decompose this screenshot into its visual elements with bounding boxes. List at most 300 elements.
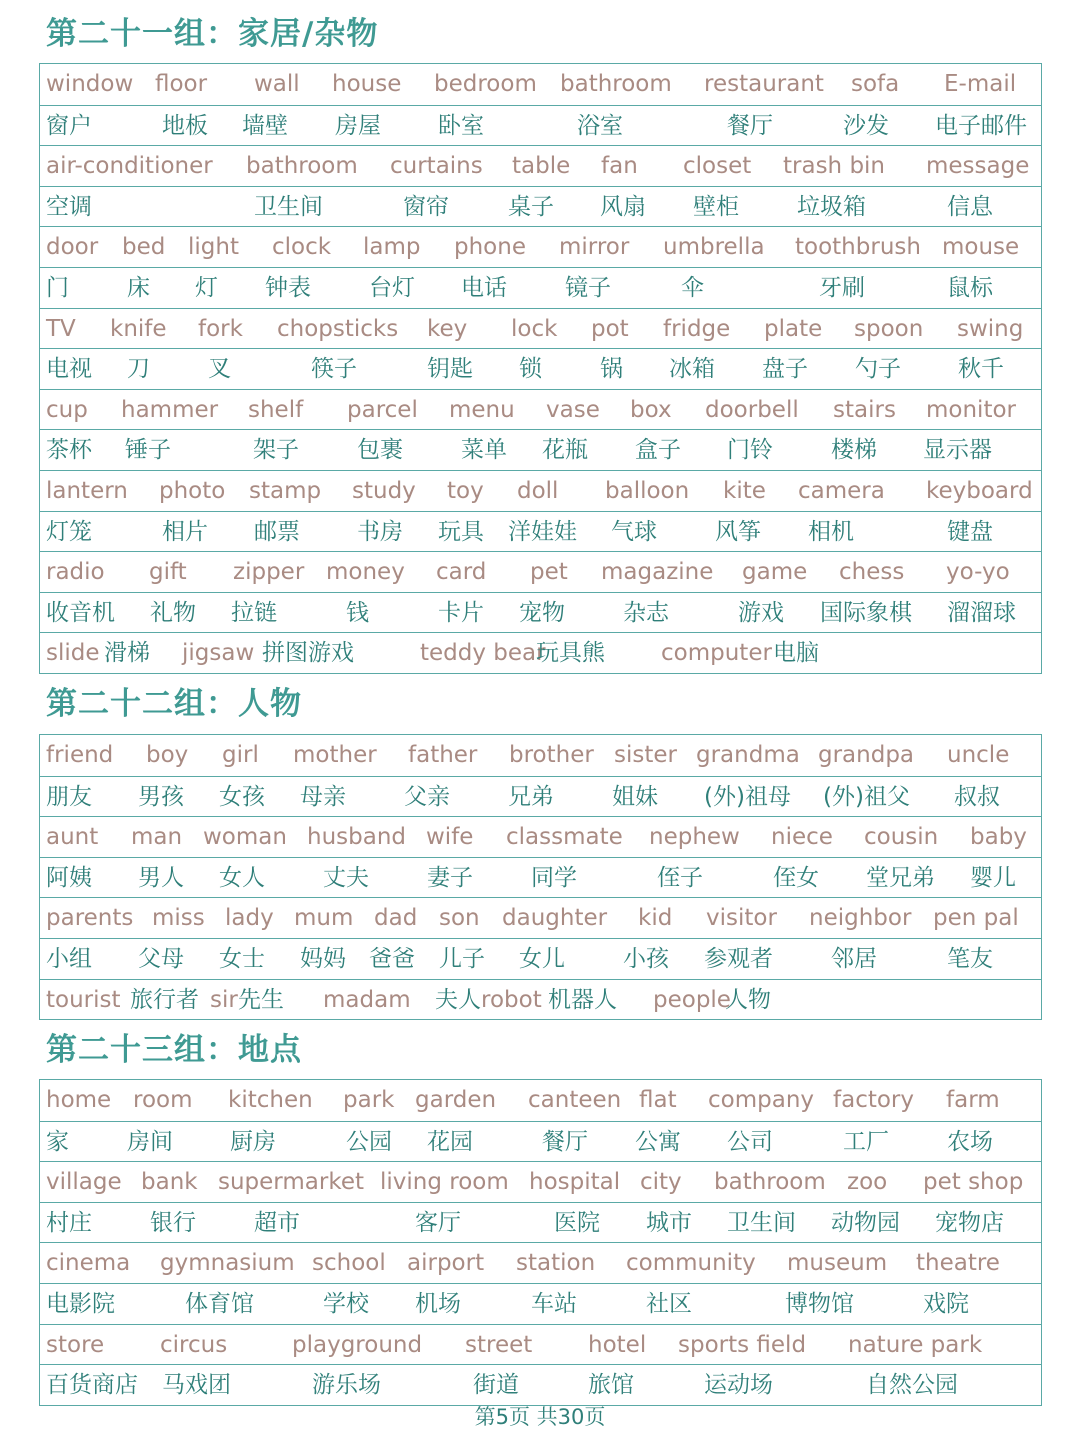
- chinese-word: 架子: [253, 437, 299, 464]
- chinese-word: 邻居: [831, 945, 877, 972]
- chinese-word: 门铃: [727, 437, 773, 464]
- english-word: mum: [294, 905, 354, 932]
- chinese-word: 风扇: [600, 193, 646, 220]
- english-word: friend: [46, 742, 114, 768]
- english-word: circus: [160, 1331, 228, 1358]
- chinese-word: (外)祖母: [704, 783, 791, 810]
- chinese-word: 拼图游戏: [262, 640, 354, 667]
- english-word: bed: [122, 234, 166, 261]
- english-row: [40, 64, 1041, 105]
- english-word: menu: [449, 396, 515, 423]
- english-word: dad: [374, 905, 418, 932]
- chinese-word: 堂兄弟: [866, 864, 935, 891]
- english-word: son: [439, 905, 480, 932]
- english-word: classmate: [506, 824, 623, 851]
- english-word: money: [326, 559, 405, 586]
- chinese-word: (外)祖父: [823, 783, 910, 810]
- english-word: home: [46, 1087, 112, 1113]
- chinese-word: 墙壁: [242, 112, 288, 139]
- chinese-word: 兄弟: [508, 783, 554, 810]
- chinese-word: 桌子: [508, 193, 554, 220]
- english-word: miss: [152, 905, 205, 932]
- chinese-word: 菜单: [461, 437, 507, 464]
- chinese-row: [40, 429, 1041, 470]
- chinese-word: 女人: [219, 864, 265, 891]
- english-word: brother: [509, 742, 594, 768]
- english-word: monitor: [926, 396, 1016, 423]
- english-row: [40, 1080, 1041, 1121]
- chinese-word: 公司: [727, 1128, 773, 1155]
- english-word: station: [516, 1250, 596, 1277]
- english-word: card: [436, 559, 487, 586]
- english-word: hospital: [529, 1169, 621, 1196]
- chinese-word: 博物馆: [785, 1290, 854, 1317]
- chinese-word: 滑梯: [104, 640, 150, 667]
- chinese-word: 农场: [947, 1128, 993, 1155]
- english-word: visitor: [706, 905, 777, 932]
- english-word: kitchen: [228, 1087, 313, 1113]
- chinese-word: 公寓: [635, 1128, 681, 1155]
- english-word: zipper: [233, 559, 305, 586]
- chinese-word: 小组: [46, 945, 92, 972]
- chinese-word: 妈妈: [300, 945, 346, 972]
- chinese-word: 宠物: [519, 599, 565, 626]
- chinese-word: 卫生间: [254, 193, 323, 220]
- chinese-word: 电子邮件: [935, 112, 1027, 139]
- chinese-word: 垃圾箱: [797, 193, 866, 220]
- chinese-word: 小孩: [623, 945, 669, 972]
- chinese-word: 伞: [681, 274, 704, 301]
- english-word: clock: [272, 234, 332, 261]
- english-row: [40, 145, 1041, 186]
- chinese-word: 银行: [150, 1209, 196, 1236]
- english-word: teddy bear: [420, 640, 546, 667]
- english-word: playground: [292, 1331, 423, 1358]
- english-word: flat: [639, 1087, 677, 1113]
- english-word: air-conditioner: [46, 153, 213, 180]
- english-word: canteen: [528, 1087, 622, 1113]
- chinese-word: 台灯: [369, 274, 415, 301]
- english-word: study: [352, 477, 416, 504]
- english-word: nature park: [848, 1331, 983, 1358]
- chinese-word: 男孩: [138, 783, 184, 810]
- chinese-word: 妻子: [427, 864, 473, 891]
- english-word: doorbell: [705, 396, 799, 423]
- chinese-word: 灯笼: [46, 518, 92, 545]
- chinese-row: [40, 105, 1041, 146]
- english-word: lock: [511, 315, 558, 342]
- chinese-word: 电视: [46, 356, 92, 383]
- english-word: window: [46, 71, 134, 97]
- english-word: tourist: [46, 986, 121, 1013]
- english-word: mother: [293, 742, 377, 768]
- chinese-word: 冰箱: [669, 356, 715, 383]
- chinese-word: 戏院: [923, 1290, 969, 1317]
- english-word: community: [626, 1250, 756, 1277]
- english-word: closet: [683, 153, 752, 180]
- chinese-word: 游乐场: [312, 1372, 381, 1399]
- chinese-word: 钱: [346, 599, 369, 626]
- chinese-word: 社区: [646, 1290, 692, 1317]
- chinese-word: 灯: [195, 274, 218, 301]
- english-row: [40, 816, 1041, 857]
- chinese-word: 参观者: [704, 945, 773, 972]
- chinese-word: 车站: [531, 1290, 577, 1317]
- chinese-word: 运动场: [704, 1372, 773, 1399]
- chinese-word: 男人: [138, 864, 184, 891]
- english-word: cinema: [46, 1250, 131, 1277]
- chinese-word: 阿姨: [46, 864, 92, 891]
- english-word: fork: [198, 315, 243, 342]
- chinese-word: 拉链: [231, 599, 277, 626]
- chinese-word: 婴儿: [970, 864, 1016, 891]
- chinese-word: 机器人: [548, 986, 617, 1013]
- chinese-word: 键盘: [947, 518, 993, 545]
- english-word: sofa: [851, 71, 900, 97]
- english-word: school: [312, 1250, 386, 1277]
- chinese-word: 房屋: [335, 112, 381, 139]
- chinese-word: 女孩: [219, 783, 265, 810]
- english-word: neighbor: [809, 905, 912, 932]
- english-word: supermarket: [218, 1169, 364, 1196]
- chinese-word: 笔友: [947, 945, 993, 972]
- vocab-table: [39, 63, 1042, 674]
- english-word: man: [131, 824, 183, 851]
- chinese-word: 相机: [808, 518, 854, 545]
- english-word: TV: [46, 315, 76, 342]
- chinese-word: 鼠标: [947, 274, 993, 301]
- english-word: kite: [723, 477, 766, 504]
- chinese-word: 壁柜: [693, 193, 739, 220]
- english-word: factory: [833, 1087, 914, 1113]
- english-word: fan: [601, 153, 638, 180]
- english-word: hotel: [588, 1331, 647, 1358]
- chinese-word: 刀: [127, 356, 150, 383]
- english-word: kid: [638, 905, 673, 932]
- english-word: theatre: [916, 1250, 1000, 1277]
- english-word: game: [742, 559, 808, 586]
- english-word: husband: [307, 824, 407, 851]
- chinese-row: [40, 1283, 1041, 1324]
- chinese-word: 叉: [208, 356, 231, 383]
- chinese-word: 地板: [162, 112, 208, 139]
- english-word: box: [630, 396, 672, 423]
- english-word: fridge: [663, 315, 731, 342]
- chinese-word: 床: [127, 274, 150, 301]
- chinese-row: [40, 776, 1041, 817]
- english-word: vase: [546, 396, 600, 423]
- chinese-row: [40, 1364, 1041, 1405]
- vocab-table: [39, 734, 1042, 1020]
- english-word: yo-yo: [946, 559, 1010, 586]
- chinese-row: [40, 1202, 1041, 1243]
- chinese-word: 玩具: [438, 518, 484, 545]
- english-word: boy: [146, 742, 189, 768]
- english-word: radio: [46, 559, 105, 586]
- english-word: curtains: [390, 153, 483, 180]
- english-word: mouse: [942, 234, 1020, 261]
- chinese-word: 镜子: [565, 274, 611, 301]
- chinese-word: 溜溜球: [947, 599, 1016, 626]
- chinese-word: 厨房: [230, 1128, 276, 1155]
- chinese-word: 钥匙: [427, 356, 473, 383]
- english-word: niece: [771, 824, 833, 851]
- chinese-word: 马戏团: [162, 1372, 231, 1399]
- english-word: madam: [323, 986, 411, 1013]
- english-word: knife: [110, 315, 167, 342]
- chinese-word: 人物: [725, 986, 771, 1013]
- english-word: company: [708, 1087, 815, 1113]
- english-word: zoo: [847, 1169, 888, 1196]
- chinese-word: 锅: [600, 356, 623, 383]
- chinese-row: [40, 348, 1041, 389]
- english-word: lamp: [363, 234, 421, 261]
- chinese-word: 国际象棋: [820, 599, 912, 626]
- english-word: pot: [591, 315, 629, 342]
- chinese-word: 侄女: [773, 864, 819, 891]
- english-word: hammer: [121, 396, 219, 423]
- chinese-row: [40, 186, 1041, 227]
- english-word: wife: [426, 824, 474, 851]
- chinese-word: 动物园: [831, 1209, 900, 1236]
- english-word: airport: [407, 1250, 485, 1277]
- chinese-word: 包裹: [357, 437, 403, 464]
- english-row: [40, 1242, 1041, 1283]
- english-word: room: [133, 1087, 193, 1113]
- chinese-word: 父母: [138, 945, 184, 972]
- english-word: cup: [46, 396, 88, 423]
- english-word: girl: [222, 742, 259, 768]
- chinese-word: 气球: [611, 518, 657, 545]
- english-row: [40, 735, 1041, 776]
- chinese-word: 筷子: [311, 356, 357, 383]
- english-word: gymnasium: [160, 1250, 295, 1277]
- chinese-word: 楼梯: [831, 437, 877, 464]
- chinese-row: [40, 1121, 1041, 1162]
- english-word: jigsaw: [182, 640, 255, 667]
- english-word: computer: [661, 640, 772, 667]
- english-word: balloon: [605, 477, 690, 504]
- english-word: pet shop: [923, 1169, 1024, 1196]
- chinese-word: 浴室: [577, 112, 623, 139]
- chinese-word: 百货商店: [46, 1372, 138, 1399]
- english-word: chess: [839, 559, 905, 586]
- chinese-word: 卧室: [438, 112, 484, 139]
- chinese-word: 客厅: [415, 1209, 461, 1236]
- chinese-word: 餐厅: [542, 1128, 588, 1155]
- chinese-word: 窗帘: [403, 193, 449, 220]
- english-word: uncle: [947, 742, 1010, 768]
- chinese-word: 姐妹: [612, 783, 658, 810]
- chinese-row: [40, 592, 1041, 633]
- chinese-word: 卫生间: [727, 1209, 796, 1236]
- chinese-row: [40, 267, 1041, 308]
- english-row: [40, 308, 1041, 349]
- english-word: doll: [517, 477, 559, 504]
- english-word: baby: [970, 824, 1027, 851]
- chinese-word: 信息: [947, 193, 993, 220]
- chinese-word: 收音机: [46, 599, 115, 626]
- chinese-word: 体育馆: [185, 1290, 254, 1317]
- english-word: lantern: [46, 477, 128, 504]
- chinese-word: 门: [46, 274, 69, 301]
- chinese-word: 公园: [346, 1128, 392, 1155]
- english-word: lady: [225, 905, 274, 932]
- english-word: father: [408, 742, 478, 768]
- chinese-word: 相片: [162, 518, 208, 545]
- english-word: people: [653, 986, 731, 1013]
- chinese-word: 电话: [461, 274, 507, 301]
- chinese-row: [40, 857, 1041, 898]
- english-word: village: [46, 1169, 122, 1196]
- english-row: [40, 389, 1041, 430]
- chinese-word: 窗户: [46, 112, 92, 139]
- chinese-word: 勺子: [855, 356, 901, 383]
- english-word: door: [46, 234, 99, 261]
- chinese-word: 花园: [427, 1128, 473, 1155]
- english-word: sister: [614, 742, 677, 768]
- english-word: trash bin: [783, 153, 886, 180]
- english-word: living room: [380, 1169, 509, 1196]
- english-word: bathroom: [246, 153, 358, 180]
- english-word: message: [926, 153, 1030, 180]
- english-word: light: [188, 234, 239, 261]
- english-word: bathroom: [714, 1169, 826, 1196]
- chinese-word: 盘子: [762, 356, 808, 383]
- english-word: store: [46, 1331, 105, 1358]
- chinese-word: 叔叔: [954, 783, 1000, 810]
- english-word: pet: [530, 559, 568, 586]
- english-row: [40, 226, 1041, 267]
- english-row: [40, 1324, 1041, 1365]
- english-word: bedroom: [434, 71, 537, 97]
- chinese-row: [40, 511, 1041, 552]
- page-footer: 第5页 共30页: [474, 1405, 606, 1429]
- english-word: grandpa: [818, 742, 915, 768]
- english-word: nephew: [649, 824, 740, 851]
- english-word: daughter: [502, 905, 608, 932]
- chinese-word: 电脑: [773, 640, 819, 667]
- chinese-word: 城市: [646, 1209, 692, 1236]
- mixed-row: [40, 632, 1041, 673]
- english-word: house: [332, 71, 402, 97]
- english-word: garden: [415, 1087, 497, 1113]
- english-word: park: [343, 1087, 395, 1113]
- chinese-word: 茶杯: [46, 437, 92, 464]
- english-word: magazine: [601, 559, 714, 586]
- group-title: 第二十二组：人物: [46, 686, 302, 722]
- chinese-word: 爸爸: [369, 945, 415, 972]
- english-word: bathroom: [560, 71, 672, 97]
- chinese-word: 女士: [219, 945, 265, 972]
- chinese-word: 自然公园: [866, 1372, 958, 1399]
- chinese-word: 锁: [519, 356, 542, 383]
- chinese-word: 玩具熊: [536, 640, 605, 667]
- english-word: wall: [254, 71, 300, 97]
- english-word: stairs: [833, 396, 896, 423]
- chinese-word: 电影院: [46, 1290, 115, 1317]
- english-word: spoon: [854, 315, 924, 342]
- chinese-word: 杂志: [623, 599, 669, 626]
- chinese-word: 医院: [554, 1209, 600, 1236]
- chinese-word: 女儿: [519, 945, 565, 972]
- english-word: floor: [155, 71, 208, 97]
- chinese-word: 书房: [357, 518, 403, 545]
- chinese-word: 邮票: [254, 518, 300, 545]
- chinese-row: [40, 938, 1041, 979]
- chinese-word: 朋友: [46, 783, 92, 810]
- english-word: sports field: [678, 1331, 807, 1358]
- chinese-word: 儿子: [439, 945, 485, 972]
- english-word: woman: [203, 824, 287, 851]
- vocab-table: [39, 1079, 1042, 1406]
- english-word: table: [512, 153, 571, 180]
- chinese-word: 礼物: [150, 599, 196, 626]
- chinese-word: 家: [46, 1128, 69, 1155]
- chinese-word: 洋娃娃: [508, 518, 577, 545]
- chinese-word: 先生: [238, 986, 284, 1013]
- english-word: plate: [764, 315, 823, 342]
- chinese-word: 空调: [46, 193, 92, 220]
- chinese-word: 锤子: [125, 437, 171, 464]
- chinese-word: 同学: [531, 864, 577, 891]
- english-row: [40, 897, 1041, 938]
- chinese-word: 工厂: [843, 1128, 889, 1155]
- english-word: grandma: [696, 742, 800, 768]
- english-word: parcel: [347, 396, 418, 423]
- english-word: photo: [159, 477, 226, 504]
- chinese-word: 游戏: [738, 599, 784, 626]
- chinese-word: 机场: [415, 1290, 461, 1317]
- english-word: farm: [946, 1087, 1000, 1113]
- chinese-word: 夫人: [435, 986, 481, 1013]
- english-word: E-mail: [944, 71, 1017, 97]
- chinese-word: 街道: [473, 1372, 519, 1399]
- english-word: toy: [447, 477, 484, 504]
- chinese-word: 牙刷: [819, 274, 865, 301]
- english-word: pen pal: [933, 905, 1019, 932]
- chinese-word: 秋千: [958, 356, 1004, 383]
- chinese-word: 沙发: [843, 112, 889, 139]
- chinese-word: 旅馆: [588, 1372, 634, 1399]
- chinese-word: 宠物店: [935, 1209, 1004, 1236]
- english-row: [40, 551, 1041, 592]
- english-word: camera: [798, 477, 885, 504]
- english-row: [40, 470, 1041, 511]
- chinese-word: 侄子: [657, 864, 703, 891]
- english-word: restaurant: [704, 71, 824, 97]
- english-word: stamp: [249, 477, 322, 504]
- english-word: city: [640, 1169, 682, 1196]
- english-word: mirror: [559, 234, 630, 261]
- english-word: keyboard: [926, 477, 1033, 504]
- chinese-word: 显示器: [923, 437, 992, 464]
- english-word: chopsticks: [277, 315, 399, 342]
- english-word: parents: [46, 905, 134, 932]
- english-word: aunt: [46, 824, 99, 851]
- english-word: gift: [149, 559, 187, 586]
- english-word: museum: [787, 1250, 888, 1277]
- chinese-word: 房间: [127, 1128, 173, 1155]
- english-word: shelf: [248, 396, 304, 423]
- group-title: 第二十三组：地点: [46, 1032, 302, 1068]
- english-word: swing: [957, 315, 1024, 342]
- english-word: umbrella: [663, 234, 765, 261]
- chinese-word: 母亲: [300, 783, 346, 810]
- chinese-word: 风筝: [715, 518, 761, 545]
- chinese-word: 旅行者: [130, 986, 199, 1013]
- chinese-word: 餐厅: [727, 112, 773, 139]
